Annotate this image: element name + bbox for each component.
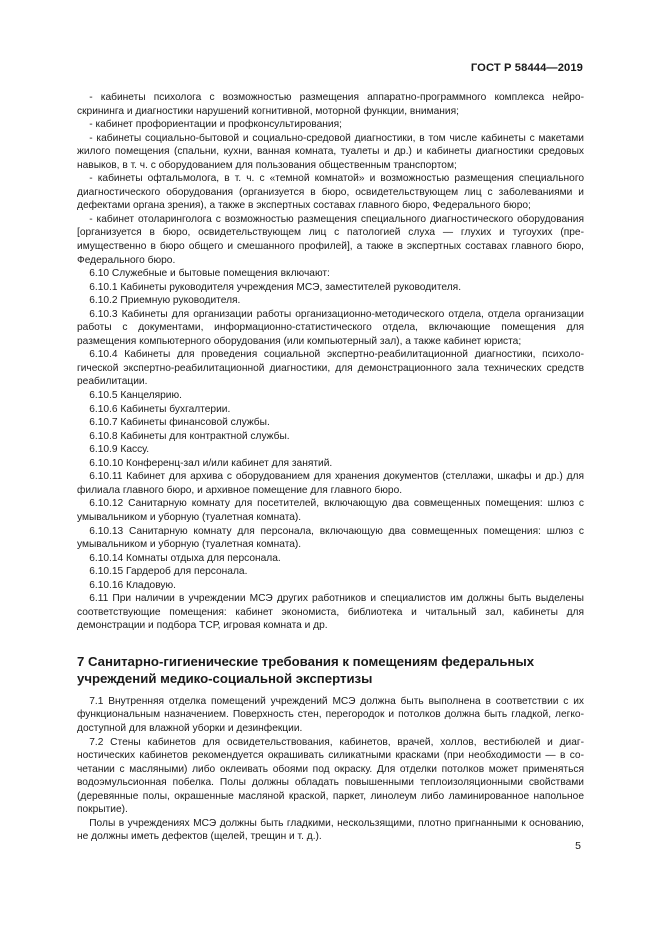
paragraph: - кабинеты социально-бытовой и социально-средовой диагностики, в том числе кабинеты с макетами жилого помещения (спальни, кухни, ванная комната, туалеты и др.) и кабинеты диагностики средовых навыков, в т. ч. с оборудованием для пользования общественным транспортом; [77, 132, 584, 171]
paragraph: 6.10.16 Кладовую. [89, 579, 176, 591]
paragraph: 6.10.14 Комнаты отдыха для персонала. [89, 552, 281, 564]
section-title: 7 Санитарно-гигиенические требования к помещениям федеральных учреждений медико-социальной экспертизы [77, 653, 535, 686]
paragraph: - кабинет профориентации и профконсультирования; [89, 119, 342, 131]
paragraph: 6.10.11 Кабинет для архива с оборудованием для хранения документов (стеллажи, шкафы и др.) для филиала главного бюро, и архивное помещение для главного бюро. [77, 471, 584, 496]
paragraph: - кабинет отоларинголога с возможностью размещения специального диагностического оборудования [организуется в бюро, освидетельствующем лиц с патологией слуха — глухих и тугоухих (преимущественно в бюро общего и смешанного профилей], а также в экспертных составах главного бюро, Федерального бюро. [77, 213, 584, 266]
paragraph: 6.10 Служебные и бытовые помещения включают: [89, 268, 330, 280]
paragraph: 6.10.6 Кабинеты бухгалтерии. [89, 403, 231, 415]
document-code: ГОСТ Р 58444—2019 [470, 62, 583, 74]
document-body [77, 91, 584, 844]
page-number: 5 [575, 840, 581, 852]
paragraph: 6.11 При наличии в учреждении МСЭ других работников и специалистов им должны быть выделены соответствующие помещения: кабинет экономиста, библиотека и читальный зал, кабинеты для демонстрации и подбора ТСР, игровая комната и др. [77, 593, 584, 632]
section-spacer [77, 643, 584, 653]
paragraph: 6.10.2 Приемную руководителя. [89, 295, 241, 307]
paragraph: Полы в учреждениях МСЭ должны быть гладкими, нескользящими, плотно пригнанными к основанию, не должны иметь дефектов (щелей, трещин и т. д.). [77, 817, 584, 843]
paragraph: 6.10.10 Конференц-зал и/или кабинет для занятий. [89, 457, 333, 469]
paragraph: 6.10.1 Кабинеты руководителя учреждения МСЭ, заместителей руководителя. [89, 281, 462, 293]
paragraph: 6.10.3 Кабинеты для организации работы организационно-методического отдела, отдела организации работы с документами, информационно-статистического отдела, включающие помещения для размещения компьютерного оборудования (или компьютерный зал), а также кабинет юриста; [77, 308, 584, 347]
paragraph: 6.10.7 Кабинеты финансовой службы. [89, 417, 270, 429]
paragraph: 6.10.5 Канцелярию. [89, 390, 182, 402]
paragraph: 6.10.12 Санитарную комнату для посетителей, включающую два совмещенных помещения: шлюз с умывальником и уборную (туалетная комната). [77, 498, 584, 523]
paragraph: - кабинеты психолога с возможностью размещения аппаратно-программного комплекса нейроскрининга и диагностики нарушений когнитивной, моторной функции, внимания; [77, 92, 584, 117]
paragraph: 6.10.8 Кабинеты для контрактной службы. [89, 430, 290, 442]
paragraph: 7.2 Стены кабинетов для освидетельствования, кабинетов, врачей, холлов, вестибюлей и диагностических кабинетов рекомендуется окрашивать силикатными красками (при необходимости — в сочетании с масляными) либо оклеивать обоями под окраску. Для отделки потолков может применяться водоэмульсионная побелка. Полы должны обладать повышенными теплоизоляционными свойствами (деревянные полы, окрашенные масляной краской, паркет, линолеум либо ламинированное напольное покрытие). [77, 736, 584, 816]
paragraph: - кабинеты офтальмолога, в т. ч. с «темной комнатой» и возможностью размещения специального диагностического оборудования (организуется в бюро, освидетельствующем лиц с заболеваниями и дефектами органа зрения), а также в экспертных составах главного бюро, Федерального бюро; [77, 173, 584, 212]
paragraph: 7.1 Внутренняя отделка помещений учреждений МСЭ должна быть выполнена в соответствии с их функциональным назначением. Поверхность стен, перегородок и потолков должна быть гладкой, легкодоступной для влажной уборки и дезинфекции. [77, 695, 584, 734]
paragraph: 6.10.13 Санитарную комнату для персонала, включающую два совмещенных помещения: шлюз с умывальником и уборную (туалетная комната). [77, 525, 584, 551]
paragraph: 6.10.4 Кабинеты для проведения социальной экспертно-реабилитационной диагностики, психологической экспертно-реабилитационной диагностики, для демонстрационного зала технических средств реабилитации. [77, 349, 584, 388]
section-spacer [77, 633, 584, 643]
paragraph: 6.10.15 Гардероб для персонала. [89, 566, 248, 578]
paragraph: 6.10.9 Кассу. [89, 444, 150, 456]
